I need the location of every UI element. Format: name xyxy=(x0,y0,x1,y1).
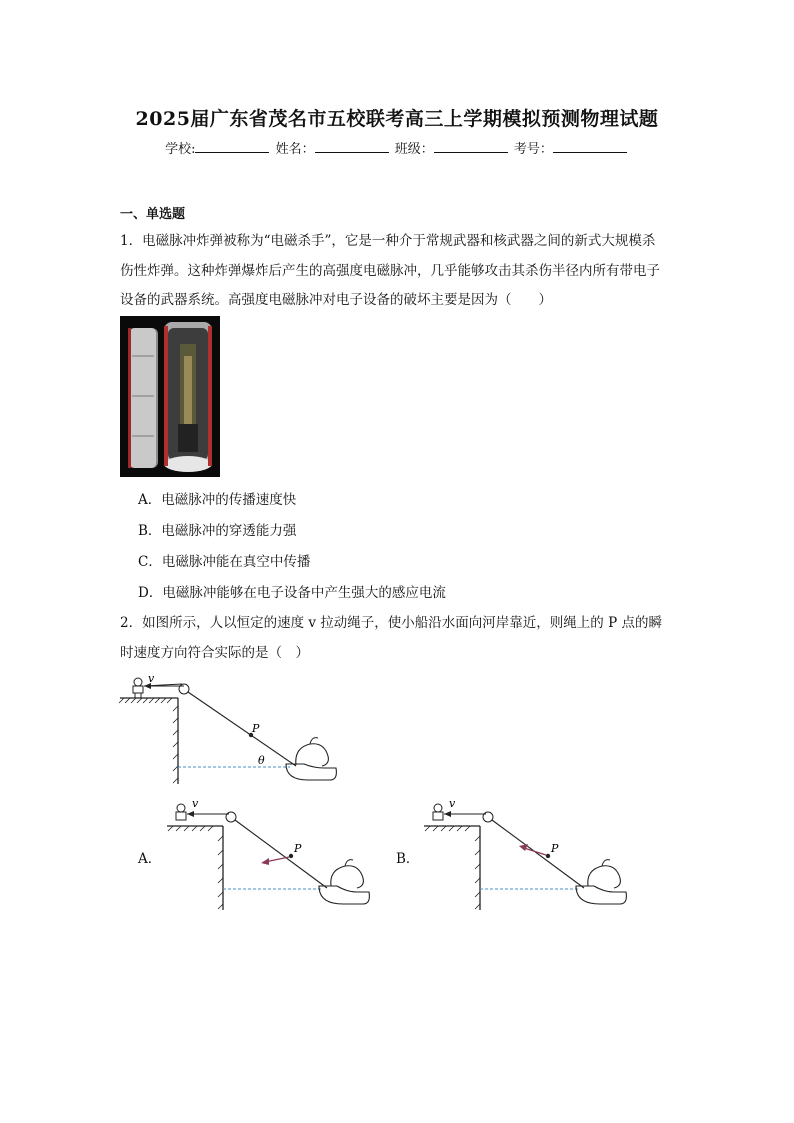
exam-no-label: 考号： xyxy=(513,142,553,157)
exam-no-blank xyxy=(553,140,627,153)
q2-main-figure xyxy=(118,672,338,792)
label-theta: θ xyxy=(258,754,265,767)
school-label: 学校: xyxy=(165,142,196,157)
q2-option-b-label: B． xyxy=(396,851,420,867)
school-blank xyxy=(195,140,269,153)
name-blank xyxy=(315,140,389,153)
q1-option-a: A．电磁脉冲的传播速度快 xyxy=(138,492,297,508)
class-label: 班级： xyxy=(394,142,434,157)
label-p-b: P xyxy=(551,842,559,855)
name-label: 姓名： xyxy=(275,142,315,157)
student-info-line xyxy=(0,138,794,157)
label-v: v xyxy=(148,672,155,685)
q1-option-b: B．电磁脉冲的穿透能力强 xyxy=(138,523,297,539)
section-heading: 一、单选题 xyxy=(120,207,186,222)
q1-option-c: C．电磁脉冲能在真空中传播 xyxy=(138,554,311,570)
page-title: 2025届广东省茂名市五校联考高三上学期模拟预测物理试题 xyxy=(135,108,659,130)
q1-line-1: 1．电磁脉冲炸弹被称为“电磁杀手”，它是一种介于常规武器和核武器之间的新式大规模杀 xyxy=(120,233,656,249)
q1-line-3: 设备的武器系统。高强度电磁脉冲对电子设备的破坏主要是因为（ ） xyxy=(120,292,552,308)
q2-line-1: 2．如图所示，人以恒定的速度 v 拉动绳子，使小船沿水面向河岸靠近，则绳上的 P 点的瞬 xyxy=(120,615,662,631)
q2-option-a-figure xyxy=(165,796,380,916)
class-blank xyxy=(434,140,508,153)
q2-line-2: 时速度方向符合实际的是（ ） xyxy=(120,645,309,661)
q2-option-a-label: A． xyxy=(138,851,162,867)
q2-option-b-figure xyxy=(422,796,637,916)
label-v-b: v xyxy=(449,797,456,810)
q1-option-d: D．电磁脉冲能够在电子设备中产生强大的感应电流 xyxy=(138,585,446,601)
label-p: P xyxy=(252,722,260,735)
q1-line-2: 伤性炸弹。这种炸弹爆炸后产生的高强度电磁脉冲，几乎能够攻击其杀伤半径内所有带电子 xyxy=(120,263,660,279)
label-v-a: v xyxy=(192,797,199,810)
emp-bomb-image xyxy=(120,316,220,477)
label-p-a: P xyxy=(294,842,302,855)
